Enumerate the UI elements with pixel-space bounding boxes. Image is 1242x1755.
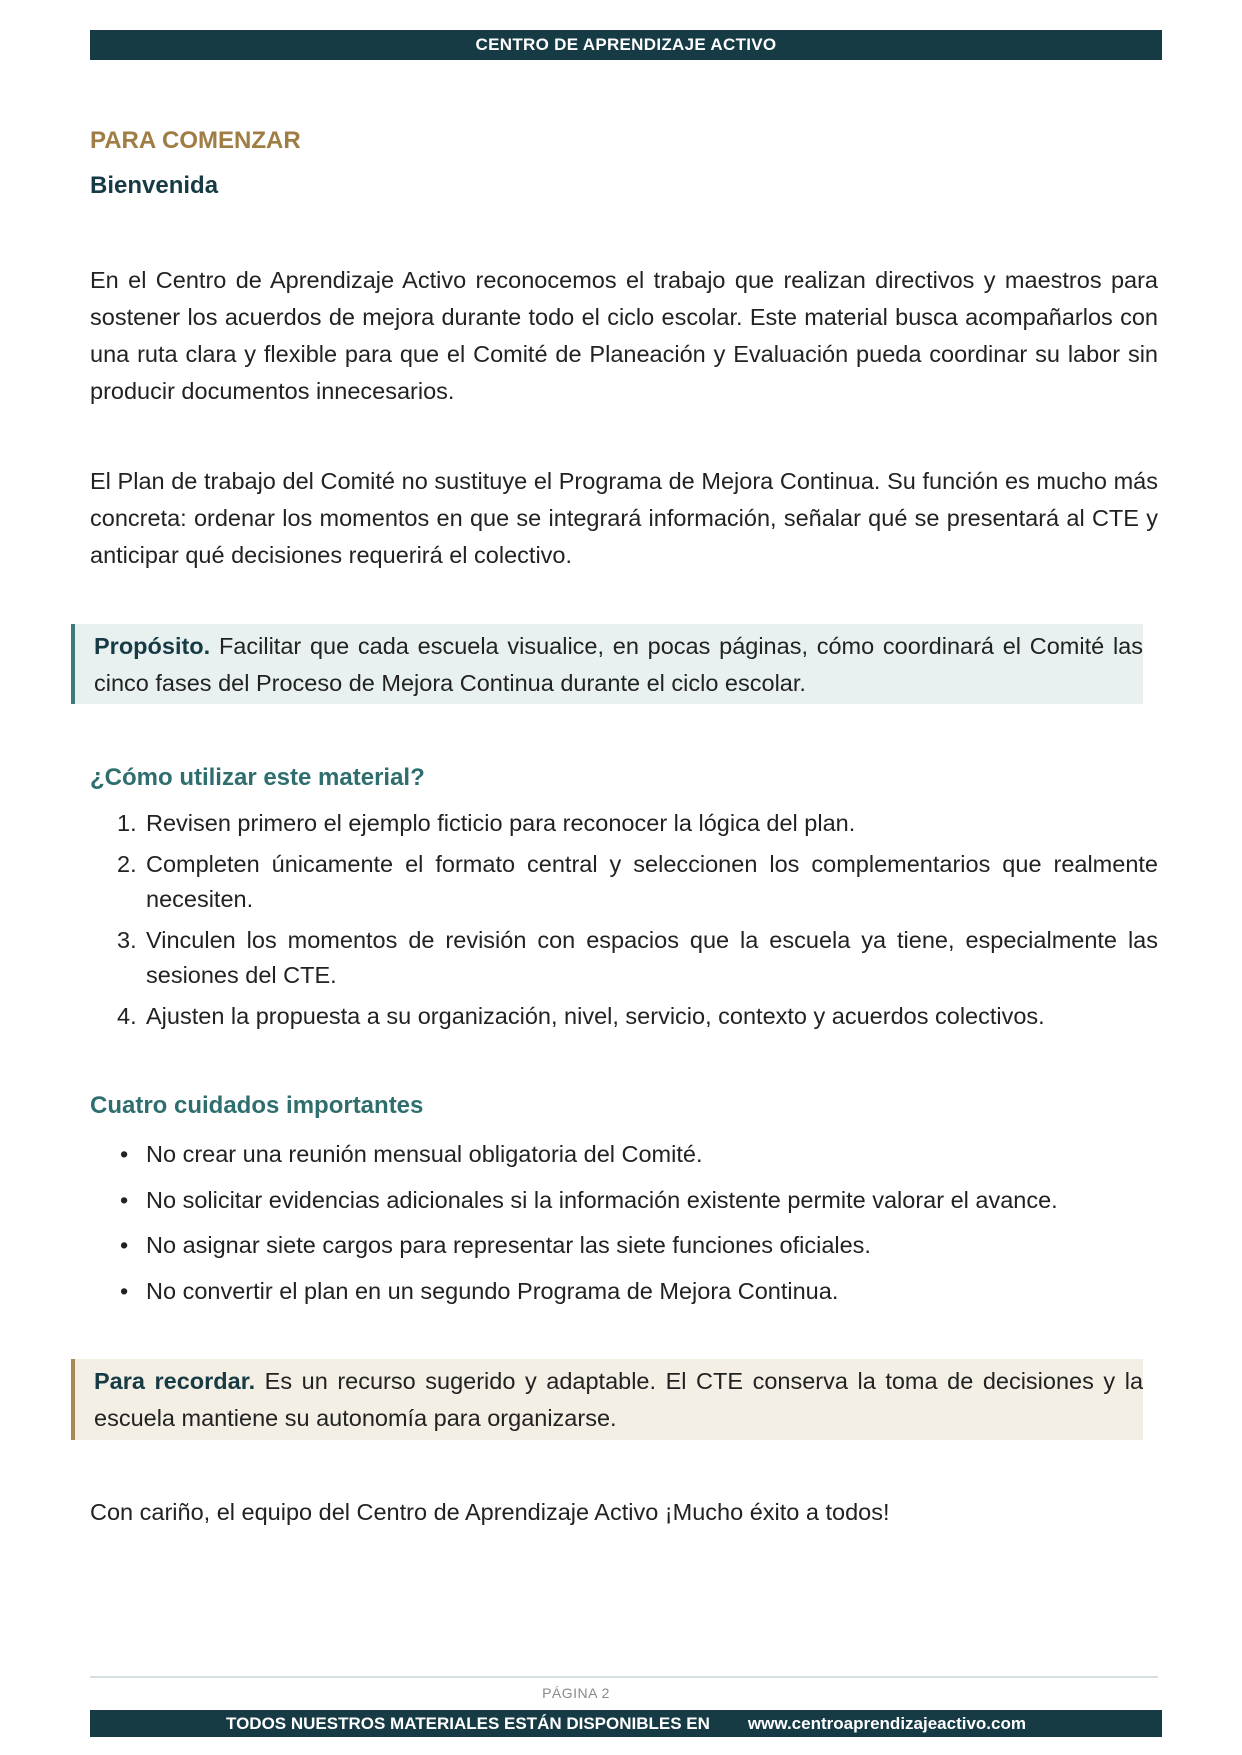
list-item	[90, 923, 1158, 993]
list-item	[90, 999, 1158, 1034]
bullet-icon: •	[120, 1141, 129, 1167]
header-bar	[90, 30, 1162, 60]
list-item	[90, 1227, 1158, 1263]
step-number: 1.	[117, 810, 137, 836]
step-text: Revisen primero el ejemplo ficticio para reconocer la lógica del plan.	[146, 810, 856, 836]
how-to-heading: ¿Cómo utilizar este material?	[90, 764, 425, 791]
remember-text: Es un recurso sugerido y adaptable. El CTE conserva la toma de decisiones y la escuela mantiene su autonomía para organizarse.	[94, 1368, 1144, 1431]
purpose-text: Facilitar que cada escuela visualice, en pocas páginas, cómo coordinará el Comité las cinco fases del Proceso de Mejora Continua durante el ciclo escolar.	[94, 633, 1143, 696]
cautions-heading: Cuatro cuidados importantes	[90, 1092, 424, 1119]
header-title: CENTRO DE APRENDIZAJE ACTIVO	[475, 35, 777, 54]
purpose-callout	[71, 624, 1143, 704]
remember-label: Para recordar.	[94, 1368, 256, 1394]
bullet-icon: •	[120, 1186, 129, 1213]
bullet-icon: •	[120, 1277, 129, 1304]
intro-paragraph-2: El Plan de trabajo del Comité no sustituye el Programa de Mejora Continua. Su función es mucho más concreta: ordenar los momentos en que se integrará información, señalar qué se presentará al CTE y anticipar qué decisiones requerirá el colectivo.	[90, 468, 1158, 568]
step-number: 4.	[117, 1003, 137, 1029]
section-title: Bienvenida	[90, 172, 219, 199]
step-text: Completen únicamente el formato central y seleccionen los complementarios que realmente necesiten.	[146, 851, 1158, 912]
footer-bar	[90, 1710, 1162, 1737]
step-number: 3.	[117, 927, 137, 953]
list-item	[90, 847, 1158, 917]
remember-callout	[71, 1359, 1143, 1440]
list-item	[90, 1182, 1158, 1218]
step-text: Vinculen los momentos de revisión con espacios que la escuela ya tiene, especialmente las sesiones del CTE.	[146, 927, 1158, 988]
caution-text: No convertir el plan en un segundo Programa de Mejora Continua.	[146, 1277, 839, 1304]
page-number: PÁGINA 2	[542, 1685, 610, 1701]
closing-message: Con cariño, el equipo del Centro de Aprendizaje Activo ¡Mucho éxito a todos!	[90, 1499, 890, 1525]
caution-text: No asignar siete cargos para representar las siete funciones oficiales.	[146, 1232, 871, 1258]
step-number: 2.	[117, 851, 137, 877]
step-text: Ajusten la propuesta a su organización, nivel, servicio, contexto y acuerdos colectivos.	[146, 1003, 1045, 1029]
bullet-icon: •	[120, 1232, 129, 1258]
cautions-list	[90, 1136, 1158, 1318]
website-link[interactable]: www.centroaprendizajeactivo.com	[747, 1714, 1026, 1733]
list-item	[90, 1136, 1158, 1172]
caution-text: No solicitar evidencias adicionales si la información existente permite valorar el avance.	[146, 1186, 1058, 1213]
caution-text: No crear una reunión mensual obligatoria del Comité.	[146, 1141, 703, 1167]
footer-availability: TODOS NUESTROS MATERIALES ESTÁN DISPONIBLES EN	[226, 1714, 710, 1733]
how-to-steps	[90, 806, 1158, 1040]
purpose-label: Propósito.	[94, 633, 211, 659]
footer-divider	[90, 1676, 1158, 1678]
list-item	[90, 806, 1158, 841]
intro-paragraph-1: En el Centro de Aprendizaje Activo reconocemos el trabajo que realizan directivos y maestros para sostener los acuerdos de mejora durante todo el ciclo escolar. Este material busca acompañarlos con una ruta clara y flexible para que el Comité de Planeación y Evaluación pueda coordinar su labor sin producir documentos innecesarios.	[90, 267, 1158, 404]
section-kicker: PARA COMENZAR	[90, 127, 301, 154]
list-item	[90, 1273, 1158, 1309]
